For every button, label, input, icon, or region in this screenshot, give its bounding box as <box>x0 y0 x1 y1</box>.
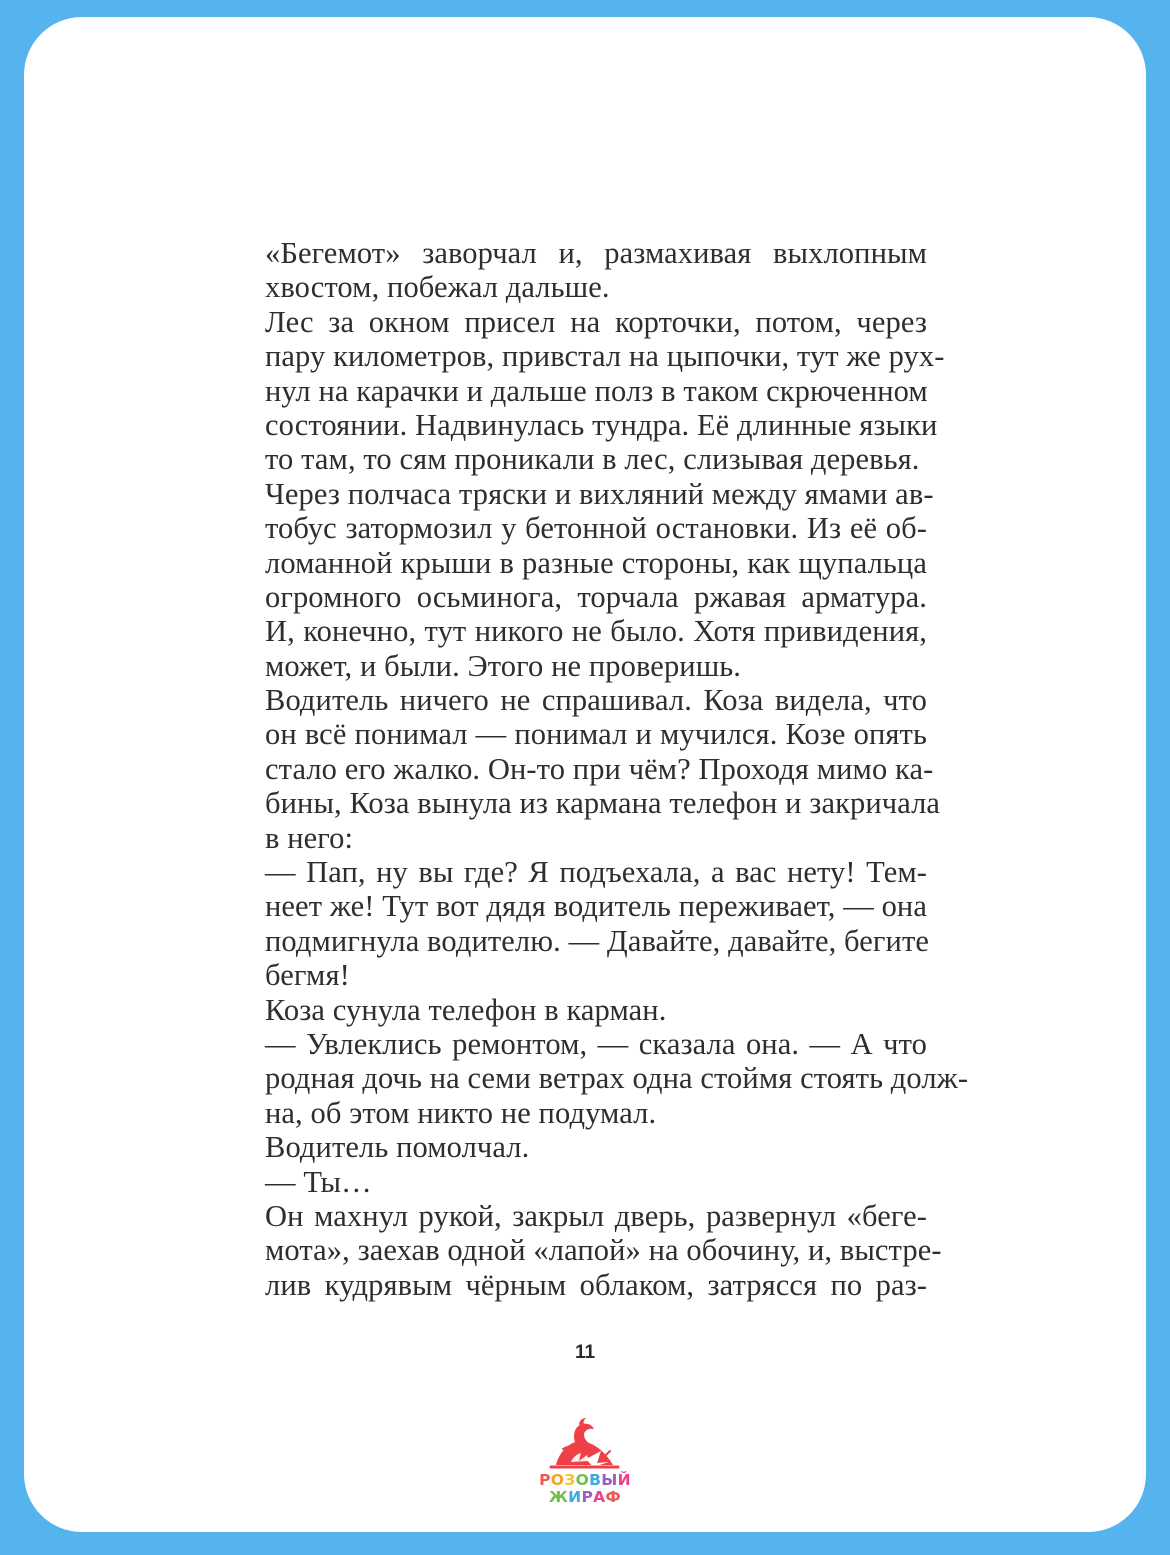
text-line: И, конечно, тут никого не было. Хотя привидения, <box>265 614 927 649</box>
text-line: Водитель ничего не спрашивал. Коза видела, что <box>265 683 927 718</box>
giraffe-icon <box>523 1415 647 1473</box>
paragraph <box>239 1198 942 1302</box>
paragraph <box>239 1026 969 1130</box>
logo-word-zhiraf: ЖИРАФ <box>548 1488 622 1506</box>
paragraph <box>239 855 930 993</box>
text-line: он всё понимал — понимал и мучился. Козе опять <box>265 717 927 752</box>
page-text <box>239 236 969 1302</box>
text-line: пару километров, привстал на цыпочки, тут же рух- <box>265 339 945 374</box>
text-line: может, и были. Этого не проверишь. <box>265 648 742 683</box>
text-line: — Ты… <box>265 1164 372 1199</box>
text-line: хвостом, побежал дальше. <box>265 270 610 305</box>
text-line: огромного осьминога, торчала ржавая арматура. <box>265 579 927 614</box>
paragraph <box>239 683 941 855</box>
text-line: Он махнул рукой, закрыл дверь, развернул «беге- <box>265 1198 927 1233</box>
text-line: Водитель помолчал. <box>265 1130 530 1165</box>
text-line: ломанной крыши в разные стороны, как щупальца <box>265 545 927 580</box>
text-line: в него: <box>265 820 354 855</box>
text-line: нул на карачки и дальше полз в таком скрюченном <box>265 373 928 408</box>
text-line: лив кудрявым чёрным облаком, затрясся по раз- <box>265 1267 927 1302</box>
text-line: тобус затормозил у бетонной остановки. Из её об- <box>265 511 927 546</box>
text-line: мота», заехав одной «лапой» на обочину, и, выстре- <box>265 1233 942 1268</box>
text-line: Коза сунула телефон в карман. <box>265 992 667 1027</box>
paragraph <box>239 1165 927 1199</box>
text-line: бины, Коза вынула из кармана телефон и закричала <box>265 786 941 821</box>
text-line: Через полчаса тряски и вихляний между ямами ав- <box>265 476 934 511</box>
text-line: состоянии. Надвинулась тундра. Её длинные языки <box>265 407 938 442</box>
paragraph <box>239 304 945 477</box>
text-line: неет же! Тут вот дядя водитель переживает, — она <box>265 889 927 924</box>
logo-word-rozovyi: РОЗОВЫЙ <box>539 1471 631 1489</box>
text-line: на, об этом никто не подумал. <box>265 1095 657 1130</box>
text-line: родная дочь на семи ветрах одна стоймя стоять долж- <box>265 1061 969 1096</box>
text-line: то там, то сям проникали в лес, слизывая деревья. <box>265 442 920 477</box>
paragraph <box>239 1130 927 1164</box>
book-page <box>24 17 1146 1532</box>
text-line: «Бегемот» заворчал и, размахивая выхлопным <box>265 236 927 270</box>
text-line: подмигнула водителю. — Давайте, давайте, бегите <box>265 923 930 958</box>
paragraph <box>239 476 934 683</box>
text-line: бегмя! <box>265 958 350 993</box>
paragraph <box>239 236 927 305</box>
text-line: — Пап, ну вы где? Я подъехала, а вас нету! Тем- <box>265 855 927 890</box>
text-line: стало его жалко. Он-то при чём? Проходя мимо ка- <box>265 751 934 786</box>
page-number: 11 <box>574 1342 596 1363</box>
text-line: Лес за окном присел на корточки, потом, через <box>265 304 927 339</box>
paragraph <box>239 993 927 1027</box>
publisher-logo <box>523 1415 647 1515</box>
text-line: — Увлеклись ремонтом, — сказала она. — А что <box>265 1026 927 1061</box>
